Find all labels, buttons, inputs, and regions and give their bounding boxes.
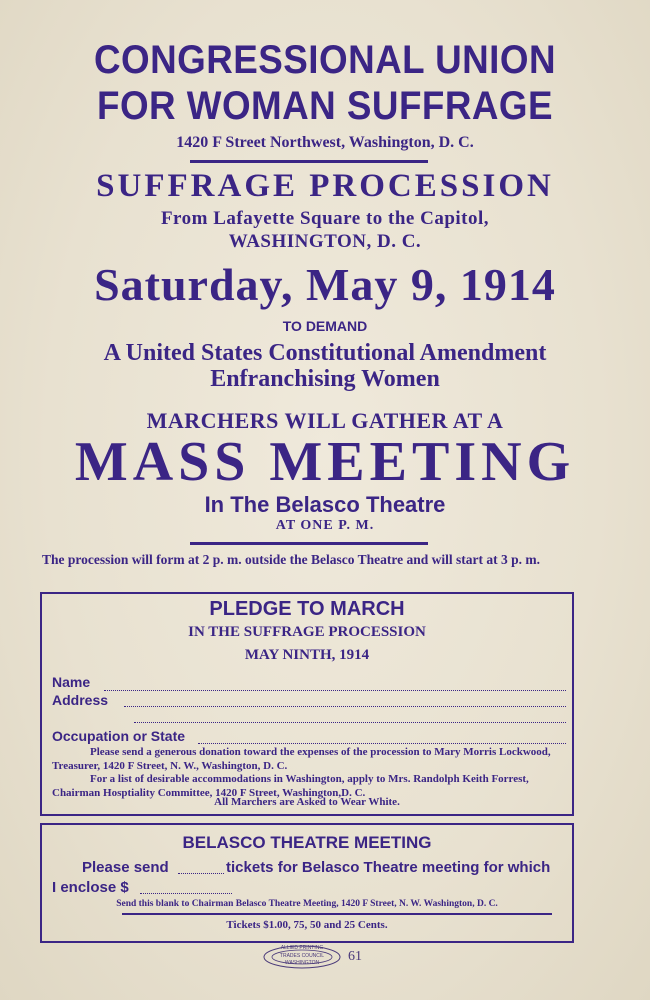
title-line-1: CONGRESSIONAL UNION xyxy=(94,38,556,82)
title-line-2: FOR WOMAN SUFFRAGE xyxy=(97,84,553,128)
enclose-label: I enclose $ xyxy=(52,879,129,896)
address-label: Address xyxy=(52,692,109,708)
address-field-line-2[interactable] xyxy=(134,722,566,723)
theatre-ticket-form xyxy=(40,823,574,943)
divider xyxy=(190,542,428,545)
occupation-label: Occupation or State xyxy=(52,728,186,744)
pledge-form xyxy=(40,592,574,816)
address-field[interactable] xyxy=(124,706,566,707)
send-blank-note: Send this blank to Chairman Belasco Theatre Meeting, 1420 F Street, N. W. Washington, D. C. xyxy=(116,899,498,909)
enclose-amount-field[interactable] xyxy=(140,893,232,894)
mass-meeting-title: MASS MEETING xyxy=(74,431,576,493)
procession-note: The procession will form at 2 p. m. outside the Belasco Theatre and will start at 3 p. m. xyxy=(42,552,540,567)
union-label-line-3: WASHINGTON xyxy=(284,960,320,966)
event-date: Saturday, May 9, 1914 xyxy=(94,259,556,310)
to-demand: TO DEMAND xyxy=(282,318,368,334)
print-number: 61 xyxy=(348,949,362,964)
meeting-time: AT ONE P. M. xyxy=(275,518,375,533)
ticket-count-field[interactable] xyxy=(178,873,224,874)
wear-white-note: All Marchers are Asked to Wear White. xyxy=(214,796,400,808)
marchers-gather: MARCHERS WILL GATHER AT A xyxy=(146,408,504,433)
route-line-1: From Lafayette Square to the Capitol, xyxy=(160,208,490,229)
please-send-label: Please send xyxy=(82,859,169,876)
amendment-line-1: A United States Constitutional Amendment xyxy=(103,340,547,366)
amendment-line-2: Enfranchising Women xyxy=(210,366,440,392)
name-label: Name xyxy=(52,674,91,690)
accommodation-text: For a list of desirable accommodations in Washington, apply to Mrs. Randolph Keith Forrest, Chairman Hosptiality Committee, 1420 F Street, Washington,D. C. xyxy=(52,773,529,799)
union-label-line-1: ALLIED PRINTING xyxy=(280,945,324,951)
header-address: 1420 F Street Northwest, Washington, D. C. xyxy=(176,134,474,151)
pledge-date: MAY NINTH, 1914 xyxy=(244,647,370,663)
pledge-title: PLEDGE TO MARCH xyxy=(209,598,405,620)
theatre-meeting-title: BELASCO THEATRE MEETING xyxy=(182,833,432,852)
occupation-field[interactable] xyxy=(198,743,566,744)
route-line-2: WASHINGTON, D. C. xyxy=(228,231,422,252)
divider xyxy=(190,160,428,163)
union-label-line-2: TRADES COUNCIL xyxy=(279,952,325,959)
union-label xyxy=(262,944,362,975)
divider xyxy=(122,913,552,915)
meeting-location: In The Belasco Theatre xyxy=(204,492,446,517)
donation-text: Please send a generous donation toward the expenses of the procession to Mary Morris Lockwood, Treasurer, 1420 F Street, N. W., Washington, D. C. For a list of desirable accommodations in Washington, apply to Mrs. Randolph Keith Forrest, Chairman Hosptiality Committee, 1420 F Street, Washington,D. C. xyxy=(52,746,564,800)
tickets-text: tickets for Belasco Theatre meeting for which xyxy=(226,859,551,876)
ticket-prices: Tickets $1.00, 75, 50 and 25 Cents. xyxy=(226,919,388,931)
procession-title: SUFFRAGE PROCESSION xyxy=(96,168,554,204)
pledge-subtitle: IN THE SUFFRAGE PROCESSION xyxy=(188,624,426,640)
name-field[interactable] xyxy=(104,690,566,691)
